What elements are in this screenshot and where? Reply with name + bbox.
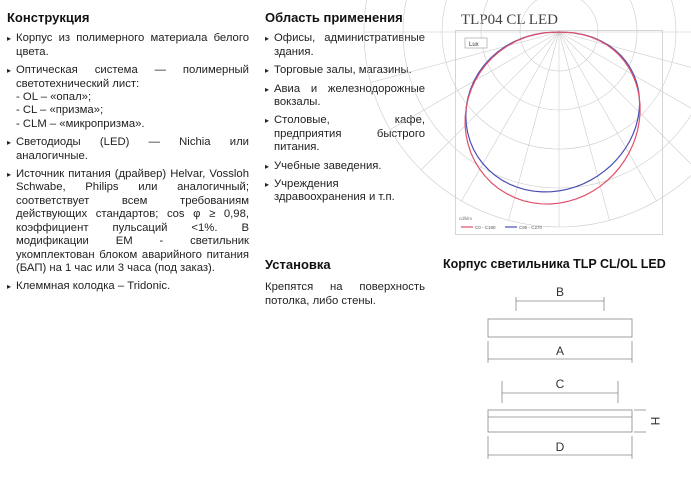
optics-option: - OL – «опал»;: [16, 91, 92, 104]
construction-list: [7, 32, 249, 293]
bullet-icon: ▸: [7, 66, 12, 76]
bullet-icon: ▸: [265, 34, 270, 44]
bullet-icon: ▸: [265, 116, 270, 126]
dim-a-label: A: [555, 344, 565, 358]
legend-label-c90: C90 - C270: [519, 225, 543, 230]
diagram-footer-label: cd/klm: [459, 216, 473, 221]
bullet-icon: ▸: [7, 138, 12, 148]
application-title: Область применения: [265, 10, 403, 25]
application-item: ▸ Авиа и железнодорожные вокзалы.: [265, 82, 425, 109]
construction-item: ▸ Источник питания (драйвер) Helvar, Vossloh Schwabe, Philips или аналогичный; соответствует всем требованиям действующих стандартов; cos φ ≥ 0,98, коэффициент пульсаций <1%. В модификации EM - светильник укомплектован блоком аварийного питания (БАП) на 1 час или 3 часа (под заказ).: [7, 168, 249, 274]
dim-d-label: D: [555, 440, 565, 454]
luminaire-profile-top: [488, 319, 632, 337]
bullet-icon: ▸: [265, 84, 270, 94]
construction-item: ▸ Корпус из полимерного материала белого цвета.: [7, 32, 249, 58]
bullet-icon: ▸: [7, 170, 12, 180]
bullet-icon: ▸: [265, 161, 270, 171]
luminaire-dimension-drawing: [480, 275, 662, 470]
construction-item: ▸ Клеммная колодка – Tridonic.: [7, 280, 171, 293]
luminaire-profile-side: [488, 410, 632, 432]
legend-label-c0: C0 - C180: [475, 225, 496, 230]
optics-option: - CL – «призма»;: [16, 104, 104, 117]
dim-c-label: C: [555, 377, 565, 391]
construction-section: [7, 11, 249, 299]
application-item: ▸ Офисы, административные здания.: [265, 32, 425, 58]
luminaire-body-title: Корпус светильника TLP CL/OL LED: [443, 257, 666, 271]
application-list: [265, 32, 425, 204]
bullet-icon: ▸: [265, 180, 270, 190]
bullet-icon: ▸: [265, 66, 270, 76]
application-section: [265, 11, 425, 210]
optics-option: - CLM – «микропризма».: [16, 117, 145, 130]
legend-marker: Lux: [469, 42, 479, 48]
installation-section: [265, 258, 425, 308]
installation-text: Крепятся на поверхность потолка, либо стены.: [265, 281, 425, 307]
application-item: ▸ Учреждения здравоохранения и т.п.: [265, 178, 395, 204]
application-item: ▸ Столовые, кафе, предприятия быстрого питания.: [265, 114, 425, 154]
installation-title: Установка: [265, 257, 331, 272]
construction-title: Конструкция: [7, 10, 90, 25]
dim-h-label: H: [648, 416, 662, 426]
optics-sublist: [16, 91, 249, 131]
bullet-icon: ▸: [7, 282, 12, 292]
polar-light-distribution-diagram: [455, 10, 663, 238]
bullet-icon: ▸: [7, 34, 12, 44]
construction-item: ▸ Оптическая система — полимерный светотехнический лист: - OL – «опал»; - CL – «призма»; - CLM – «микропризма».: [7, 64, 249, 130]
polar-diagram-title: TLP04 CL LED: [461, 12, 558, 28]
application-item: ▸ Учебные заведения.: [265, 159, 382, 172]
dim-b-label: B: [555, 285, 565, 299]
application-item: ▸ Торговые залы, магазины.: [265, 64, 412, 77]
construction-item: ▸ Светодиоды (LED) — Nichia или аналогичные.: [7, 136, 249, 162]
